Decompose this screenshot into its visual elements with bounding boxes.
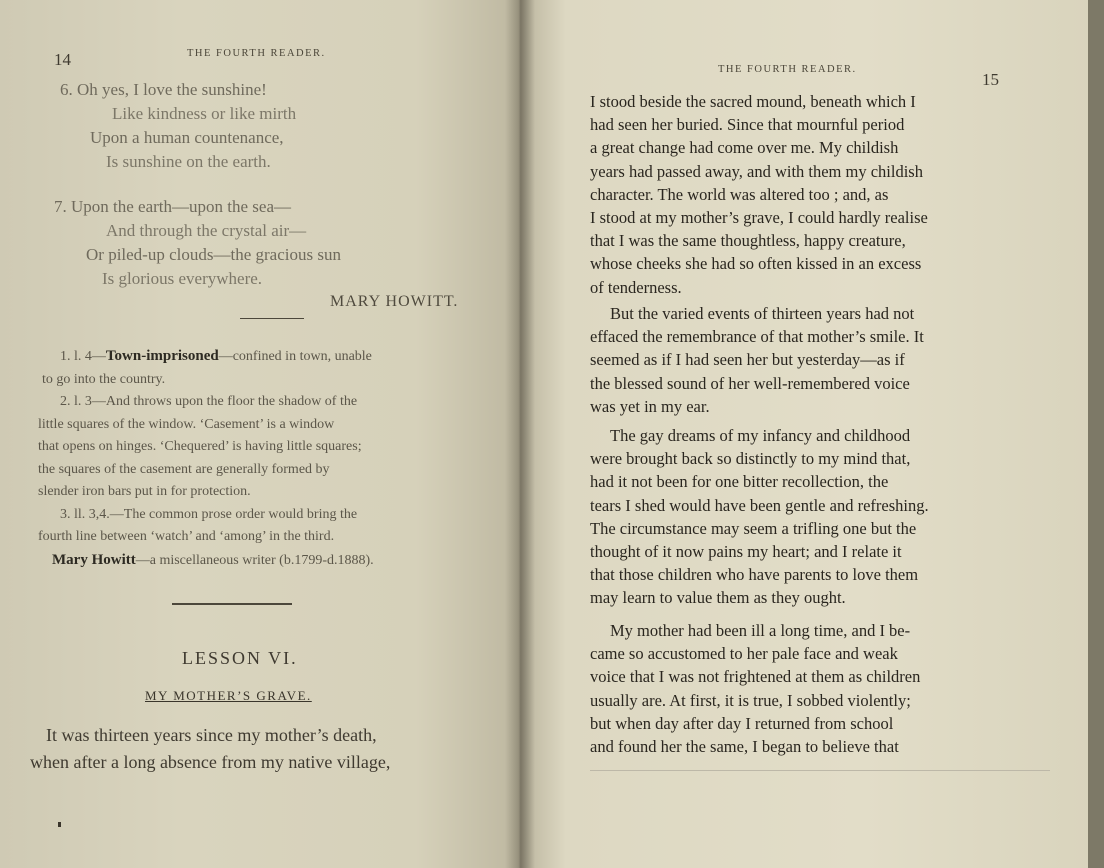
poem-line: Or piled-up clouds—the gracious sun	[86, 245, 341, 264]
prose-line: the blessed sound of her well-remembered voice	[590, 373, 910, 393]
poem-line: Upon a human countenance,	[90, 128, 284, 147]
note-1	[34, 345, 374, 369]
prose-line: that I was the same thoughtless, happy creature,	[590, 231, 906, 251]
poem-line: And through the crystal air—	[106, 221, 307, 240]
prose-line: years had passed away, and with them my childish	[590, 161, 923, 181]
poem-line: Like kindness or like mirth	[112, 104, 297, 123]
prose-line: usually are. At first, it is true, I sobbed violently;	[590, 690, 911, 710]
divider-short	[240, 318, 304, 319]
left-page	[0, 0, 520, 868]
paragraph-3	[590, 424, 929, 610]
right-page	[520, 0, 1092, 868]
note-1-cont: to go into the country.	[42, 371, 166, 387]
prose-line: was yet in my ear.	[590, 396, 710, 416]
prose-line: whose cheeks she had so often kissed in an excess	[590, 254, 922, 274]
prose-line: The circumstance may seem a trifling one but the	[590, 518, 917, 538]
prose-line: voice that I was not frightened at them as children	[590, 667, 921, 687]
note-2-cont: the squares of the casement are generally formed by	[38, 461, 330, 477]
note-1-number: 1. l. 4—	[60, 349, 106, 364]
note-4	[34, 549, 374, 573]
prose-line: were brought back so distinctly to my mind that,	[590, 449, 911, 469]
prose-line: came so accustomed to her pale face and weak	[590, 644, 898, 664]
left-running-head: THE FOURTH READER.	[187, 48, 326, 59]
prose-line: seemed as if I had seen her but yesterday—as if	[590, 350, 905, 370]
poem-line: Is glorious everywhere.	[102, 269, 263, 288]
prose-line: a great change had come over me. My childish	[590, 138, 899, 158]
ink-speck	[58, 822, 61, 827]
pencil-underline	[590, 770, 1050, 771]
book-gutter	[505, 0, 535, 868]
prose-line: My mother had been ill a long time, and I be-	[610, 621, 911, 640]
right-running-head: THE FOURTH READER.	[718, 64, 857, 75]
note-2-cont: slender iron bars put in for protection.	[38, 484, 251, 499]
lesson-title: LESSON VI.	[182, 648, 298, 668]
prose-line: tears I shed would have been gentle and refreshing.	[590, 495, 929, 515]
prose-line: character. The world was altered too ; and, as	[590, 184, 889, 204]
prose-line: may learn to value them as they ought.	[590, 588, 846, 608]
notes-block	[34, 345, 374, 572]
paragraph-4	[590, 619, 920, 758]
prose-line: I stood beside the sacred mound, beneath which I	[590, 92, 916, 111]
prose-line: that those children who have parents to love them	[590, 565, 919, 585]
right-page-number: 15	[982, 70, 999, 89]
body-line: It was thirteen years since my mother’s death,	[46, 725, 377, 745]
paragraph-1	[590, 90, 928, 299]
prose-line: had seen her buried. Since that mournful period	[590, 115, 905, 135]
left-page-number: 14	[54, 50, 71, 69]
poem-line: 7. Upon the earth—upon the sea—	[54, 197, 291, 216]
poem-line: Is sunshine on the earth.	[106, 152, 271, 171]
note-4-text: —a miscellaneous writer (b.1799-d.1888).	[135, 552, 374, 568]
poem-line: 6. Oh yes, I love the sunshine!	[60, 80, 267, 99]
prose-line: of tenderness.	[590, 277, 682, 297]
note-2: 2. l. 3—And throws upon the floor the shadow of the	[60, 394, 358, 409]
prose-line: The gay dreams of my infancy and childhood	[610, 426, 911, 445]
poem-stanza-6	[60, 78, 296, 174]
note-3: 3. ll. 3,4.—The common prose order would bring the	[60, 506, 358, 522]
prose-line: had it not been for one bitter recollection, the	[590, 472, 889, 492]
paragraph-2	[590, 302, 924, 418]
poem-author: MARY HOWITT.	[330, 293, 459, 310]
page-edge	[1088, 0, 1104, 868]
note-4-term: Mary Howitt	[52, 551, 136, 568]
divider-long	[172, 603, 292, 605]
note-2-cont: that opens on hinges. ‘Chequered’ is having little squares;	[38, 439, 362, 454]
prose-line: effaced the remembrance of that mother’s smile. It	[590, 327, 924, 347]
prose-line: But the varied events of thirteen years had not	[610, 304, 915, 323]
prose-line: but when day after day I returned from school	[590, 713, 894, 733]
note-3-cont: fourth line between ‘watch’ and ‘among’ in the third.	[38, 529, 335, 544]
lesson-subtitle: MY MOTHER’S GRAVE.	[145, 688, 312, 703]
prose-line: I stood at my mother’s grave, I could hardly realise	[590, 208, 928, 228]
note-1-text: —confined in town, unable	[218, 349, 372, 364]
body-line: when after a long absence from my native village,	[30, 752, 391, 772]
poem-stanza-7	[54, 195, 341, 291]
lesson-opening	[30, 722, 390, 776]
prose-line: thought of it now pains my heart; and I relate it	[590, 542, 902, 562]
prose-line: and found her the same, I began to believe that	[590, 737, 899, 757]
note-2-cont: little squares of the window. ‘Casement’ is a window	[38, 416, 335, 432]
note-1-term: Town-imprisoned	[105, 348, 219, 364]
